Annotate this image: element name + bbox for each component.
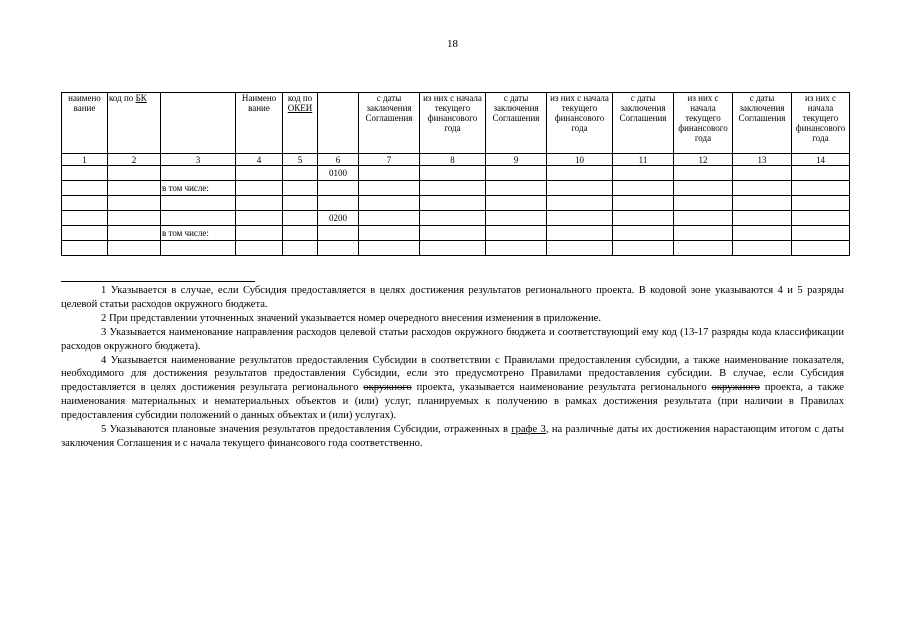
table-row (62, 181, 850, 196)
column-number-row (62, 154, 850, 166)
header-indicator-name: Наимено вание (236, 93, 283, 154)
header-since-agreement-1: с даты заключения Соглашения (359, 93, 420, 154)
table-cell (486, 166, 547, 181)
table-cell (733, 181, 792, 196)
table-cell (613, 226, 674, 241)
table-cell (62, 181, 108, 196)
header-current-year-1: из них с начала текущего финансового года (420, 93, 486, 154)
header-since-agreement-2: с даты заключения Соглашения (486, 93, 547, 154)
header-col6 (318, 93, 359, 154)
table-cell (792, 196, 850, 211)
line-code-cell: 0200 (318, 211, 359, 226)
footnotes (61, 284, 844, 451)
table-cell (486, 241, 547, 256)
table-cell (547, 211, 613, 226)
table-cell (359, 181, 420, 196)
header-current-year-2: из них с начала текущего финансового года (547, 93, 613, 154)
line-code-cell (318, 181, 359, 196)
table-cell (792, 241, 850, 256)
table-cell (62, 241, 108, 256)
table-cell (733, 226, 792, 241)
table-cell (674, 211, 733, 226)
column-number: 13 (733, 154, 792, 166)
column-number: 9 (486, 154, 547, 166)
table-cell (420, 181, 486, 196)
table-cell (62, 166, 108, 181)
table-cell (613, 166, 674, 181)
table-cell (792, 211, 850, 226)
table-row (62, 211, 850, 226)
column-number: 3 (161, 154, 236, 166)
table-cell (161, 211, 236, 226)
header-name: наимено вание (62, 93, 108, 154)
table-cell (547, 226, 613, 241)
table-cell (359, 196, 420, 211)
table-cell (62, 226, 108, 241)
table-cell (733, 166, 792, 181)
line-code-cell (318, 196, 359, 211)
table-cell (420, 196, 486, 211)
table-header-row (62, 93, 850, 154)
line-code-cell: 0100 (318, 166, 359, 181)
header-current-year-4: из них с начала текущего финансового года (792, 93, 850, 154)
table-cell (733, 211, 792, 226)
table-cell (236, 181, 283, 196)
table-row (62, 241, 850, 256)
footnote-4: 4 Указывается наименование результатов предоставления Субсидии в соответствии с Правилами предоставления субсидии, а также наименование показателя, необходимого для достижения результатов предоставления Субсидии, если это предусмотрено Правилами предоставления субсидии. В случае, если Субсидия предоставляется в целях достижения результата регионального окружного проекта, указывается наименование результата регионального окружного проекта, а также наименования материальных и нематериальных объектов и (или) услуг, планируемых к получению в рамках достижения результата (при наличии в Правилах предоставления субсидии положений о данных объектах и (или) услугах). (61, 354, 844, 422)
footnote-3: 3 Указывается наименование направления расходов целевой статьи расходов окружного бюджета и соответствующий ему код (13-17 разряды кода классификации расходов окружного бюджета). (61, 326, 844, 352)
header-okei-code: код по ОКЕИ (283, 93, 318, 154)
table-cell (359, 241, 420, 256)
table-cell (486, 226, 547, 241)
table-cell (283, 226, 318, 241)
okei-link[interactable]: ОКЕИ (287, 103, 313, 113)
table-cell (547, 241, 613, 256)
table-cell (359, 226, 420, 241)
table-cell (359, 166, 420, 181)
table-cell (613, 211, 674, 226)
table-cell (236, 196, 283, 211)
column-number: 14 (792, 154, 850, 166)
table-cell (283, 166, 318, 181)
column-number: 1 (62, 154, 108, 166)
table-row (62, 226, 850, 241)
column-number: 5 (283, 154, 318, 166)
table-cell (236, 211, 283, 226)
table-cell (161, 241, 236, 256)
table-cell (283, 241, 318, 256)
table-cell (733, 196, 792, 211)
header-current-year-3: из них с начала текущего финансового года (674, 93, 733, 154)
column-3-link[interactable]: графе 3 (511, 424, 546, 436)
column-number: 4 (236, 154, 283, 166)
table-cell (62, 211, 108, 226)
table-row (62, 166, 850, 181)
table-cell (359, 211, 420, 226)
table-cell (486, 211, 547, 226)
table-cell (161, 166, 236, 181)
table-cell (108, 166, 161, 181)
table-row (62, 196, 850, 211)
footnote-5: 5 Указываются плановые значения результатов предоставления Субсидии, отраженных в графе 3, на различные даты их достижения нарастающим итогом с даты заключения Соглашения и с начала текущего финансового года соответственно. (61, 424, 844, 449)
table-cell (733, 241, 792, 256)
line-code-cell (318, 226, 359, 241)
table-cell (674, 181, 733, 196)
table-cell (792, 226, 850, 241)
table-cell (236, 241, 283, 256)
line-code-cell (318, 241, 359, 256)
table-cell (420, 226, 486, 241)
table-cell (674, 166, 733, 181)
table-cell (613, 181, 674, 196)
table-cell (420, 211, 486, 226)
column-number: 12 (674, 154, 733, 166)
table-cell (547, 166, 613, 181)
table-cell (674, 241, 733, 256)
table-cell (792, 181, 850, 196)
table-cell (674, 196, 733, 211)
table-cell (62, 196, 108, 211)
bk-link[interactable]: БК (135, 93, 147, 103)
column-number: 11 (613, 154, 674, 166)
table-cell (108, 226, 161, 241)
table-cell (613, 241, 674, 256)
including-label: в том числе: (161, 181, 236, 196)
table-cell (420, 166, 486, 181)
header-col3 (161, 93, 236, 154)
column-number: 6 (318, 154, 359, 166)
table-cell (674, 226, 733, 241)
struck-word: окружного (363, 382, 412, 394)
header-bk-code: код по БК (108, 93, 161, 154)
table-cell (486, 196, 547, 211)
table-cell (108, 211, 161, 226)
including-label: в том числе: (161, 226, 236, 241)
header-since-agreement-4: с даты заключения Соглашения (733, 93, 792, 154)
footnote-separator (61, 281, 255, 282)
table-cell (613, 196, 674, 211)
table-cell (236, 226, 283, 241)
table-cell (547, 196, 613, 211)
table-cell (486, 181, 547, 196)
table-cell (792, 166, 850, 181)
column-number: 2 (108, 154, 161, 166)
footnote-2: 2 При представлении уточненных значений указывается номер очередного внесения изменения в приложение. (101, 312, 602, 324)
table-cell (108, 241, 161, 256)
table-cell (283, 196, 318, 211)
footnote-1: 1 Указывается в случае, если Субсидия предоставляется в целях достижения результатов регионального проекта. В кодовой зоне указываются 4 и 5 разряды целевой статьи расходов окружного бюджета. (61, 285, 844, 310)
column-number: 8 (420, 154, 486, 166)
table-cell (236, 166, 283, 181)
table-cell (161, 196, 236, 211)
table-cell (547, 181, 613, 196)
column-number: 7 (359, 154, 420, 166)
results-table (61, 92, 850, 256)
header-since-agreement-3: с даты заключения Соглашения (613, 93, 674, 154)
column-number: 10 (547, 154, 613, 166)
page-number: 18 (447, 38, 458, 50)
table-cell (108, 196, 161, 211)
table-cell (108, 181, 161, 196)
table-cell (283, 211, 318, 226)
table-cell (420, 241, 486, 256)
table-cell (283, 181, 318, 196)
struck-word: окружного (711, 382, 760, 394)
